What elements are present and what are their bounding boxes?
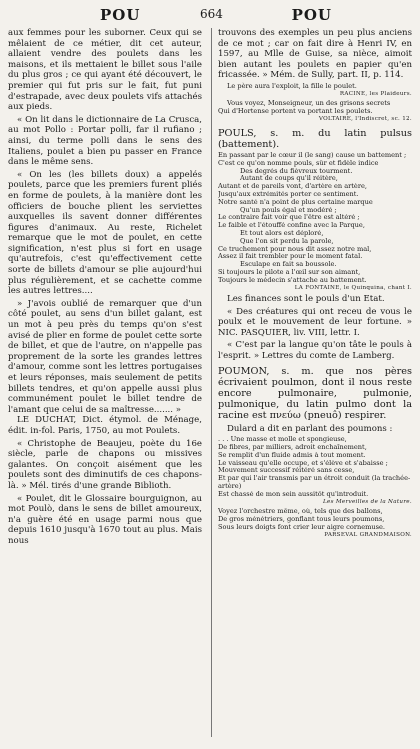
verse-line: En passant par le cœur il (le sang) cause un battement ;	[218, 151, 407, 159]
left-running-headword: POU	[100, 6, 141, 24]
paragraph-glossaire: « Poulet, dit le Glossaire bourguignon, au mot Poulò, dans le sens de billet amoureux, n'a guère été en usage parmi nous que depuis 1610 jusqu'à 1670 tout au plus. Mais nous	[8, 493, 202, 546]
verse-line: Si toujours le pilote a l'œil sur son aimant,	[218, 268, 361, 276]
verse-grandmaison	[218, 508, 412, 531]
verse-voltaire	[218, 100, 412, 116]
verse-line: Le vaisseau qu'elle occupe, et s'élève et s'abaisse ;	[218, 459, 388, 467]
verse-la-fontaine	[218, 152, 412, 285]
verse-line: Des degrés du fièvreux tourment.	[240, 167, 353, 175]
verse-line: Sous leurs doigts font crier leur aigre cornemuse.	[218, 523, 386, 531]
left-column	[8, 28, 202, 547]
right-running-headword: POU	[291, 6, 332, 24]
verse-line: Est chassé de mon sein aussitôt qu'introduit.	[218, 490, 369, 498]
right-column	[218, 28, 412, 539]
verse-line: Assez il fait trembler pour le moment fatal.	[218, 253, 363, 261]
quote-lamberg: « C'est par la langue qu'on tâte le pouls à l'esprit. » Lettres du comte de Lamberg.	[218, 340, 412, 362]
attribution-racine: RACINE, les Plaideurs.	[339, 90, 412, 97]
verse-line: Le faible et l'étouffé confine avec la Parque,	[218, 222, 365, 230]
verse-line: Et par qui l'air transmis par un étroit conduit (la trachée-artère)	[218, 474, 411, 491]
entry-pouls-headword: POULS, s. m. du latin pulsus (battement).	[218, 127, 412, 150]
paragraph-billets-doux: « On les (les billets doux) a appelés poulets, parce que les premiers furent pliés en forme de poulets, à la manière dont les officiers de bouche plient les serviettes auxquelles ils savent donner différentes figures d'animaux. Au reste, Richelet remarque que le mot de poulet, en cette signification, n'est plus si fort en usage qu'autrefois, c'est qu'effectivement cette sorte de billets d'amour se plie aujourd'hui plus régulièrement, et se cachette comme les autres lettres....	[8, 169, 202, 297]
page-header	[8, 6, 412, 26]
verse-line: Autant et de pareils vont, d'artère en artère,	[218, 183, 367, 191]
verse-line: Autant de coups qu'il réitère,	[240, 175, 338, 183]
paragraph-la-crusca: « On lit dans le dictionnaire de La Crusca, au mot Pollo : Portar polli, far il rufiano ; ainsi, du terme polli dans le sens des Italiens, poulet a bien pu passer en France dans le même sens.	[8, 114, 202, 168]
paragraph-poulet-origin: aux femmes pour les suborner. Ceux qui se mêlaient de ce métier, dit cet auteur, allaient vendre des poulets dans les maisons, et ils mettaient le billet sous l'aile du plus gros ; ce qui ayant été découvert, le premier qui fut pris sur le fait, fut puni d'estrapade, avec deux poulets vifs attachés aux pieds.	[8, 28, 202, 113]
verse-line: Vous voyez, Monseigneur, un des grisons secrets	[227, 100, 391, 108]
attribution-dulard: Les Merveilles de la Nature.	[323, 498, 412, 505]
text-columns	[8, 28, 412, 743]
attribution-grandmaison: PARSEVAL GRANDMAISON.	[324, 531, 412, 538]
verse-line: Esculape en fait sa boussole.	[240, 261, 337, 269]
verse-line: Que l'on sit perdu la parole,	[240, 237, 334, 245]
paragraph-continuation: trouvons des exemples un peu plus anciens de ce mot ; car on fait dire à Henri IV, en 1597, au Mlle de Guise, sa nièce, aimoit bien autant les poulets en papier qu'en fricassée. » Mém. de Sully, part. II, p. 114.	[218, 28, 412, 81]
verse-line: Mouvement successif réitéré sans cesse,	[218, 467, 355, 475]
verse-line: Et tout alors est déploré,	[240, 229, 324, 237]
verse-line: C'est ce qu'on nomme pouls, sûr et fidèle indice	[218, 159, 379, 167]
attribution-voltaire: VOLTAIRE, l'Indiscret, sc. 12.	[318, 115, 412, 122]
verse-line: Qui d'Hortense portent va portant les poulets.	[218, 108, 373, 116]
dictionary-page	[8, 6, 412, 743]
verse-line: Jusqu'aux extrémités porter ce sentiment.	[218, 190, 359, 198]
sentence-finances: Les finances sont le pouls d'un Etat.	[227, 294, 385, 305]
verse-dulard	[218, 436, 412, 498]
verse-line: Qu'un pouls égal et modéré ;	[240, 206, 337, 214]
quote-pasquier: « Des créatures qui ont receu de vous le poulx et le mouvement de leur fortune. » NIC. PASQUIER, liv. VIII, lettr. I.	[218, 306, 412, 338]
verse-line: Ce truchement pour nous dit assez notre mal,	[218, 245, 372, 253]
verse-line: Notre santé n'a point de plus certaine marque	[218, 198, 373, 206]
verse-line: Le contraire fait voir que l'être est altéré ;	[218, 214, 360, 222]
verse-line: . . . Une masse et molle et spongieuse,	[218, 436, 347, 444]
page-number: 664	[200, 7, 223, 21]
entry-poumon-headword: POUMON, s. m. que nos pères écrivaient poulmon, dont il nous reste encore pulmonaire, pulmonie, pulmonique, du latin pulmo dont la racine est πνεύω (pneuô) respirer.	[218, 365, 412, 422]
sentence-dulard: Dulard a dit en parlant des poumons :	[227, 423, 393, 434]
verse-line: De fibres, par milliers, adroit enchaînement,	[218, 444, 367, 452]
verse-line: Se remplit d'un fluide admis à tout moment.	[218, 451, 366, 459]
attribution-la-fontaine: LA FONTAINE, le Quinquina, chant I.	[294, 284, 412, 291]
citation-le-duchat: LE DUCHAT, Dict. étymol. de Ménage, édit. in-fol. Paris, 1750, au mot Poulets.	[8, 415, 202, 436]
verse-racine: Le père aura l'exploit, la fille le poulet.	[227, 81, 357, 90]
verse-line: De gros ménétriers, gonflant tous leurs poumons,	[218, 516, 385, 524]
verse-line: Voyez l'orchestre même, où, tels que des ballons,	[218, 508, 383, 516]
paragraph-oublie: » J'avois oublié de remarquer que d'un côté poulet, au sens d'un billet galant, est un mot à peu près du temps qu'on s'est avisé de plier en forme de poulet cette sorte de billet, et que de l'autre, on n'appelle pas proprement de la sorte les grandes lettres d'amour, comme sont les lettres portugaises et leurs réponses, mais seulement de petits billets tendres, et qu'on appelle aussi plus communément poulet le billet tendre de l'amant que celui de sa maîtresse....... »	[8, 298, 202, 415]
paragraph-beaujeu: « Christophe de Beaujeu, poète du 16e siècle, parle de chapons ou missives galantes. On conçoit aisément que les poulets sont des diminutifs de ces chapons-là. » Mél. tirés d'une grande Biblioth.	[8, 438, 202, 491]
verse-line: Toujours le médecin s'attache au battement.	[218, 276, 367, 284]
